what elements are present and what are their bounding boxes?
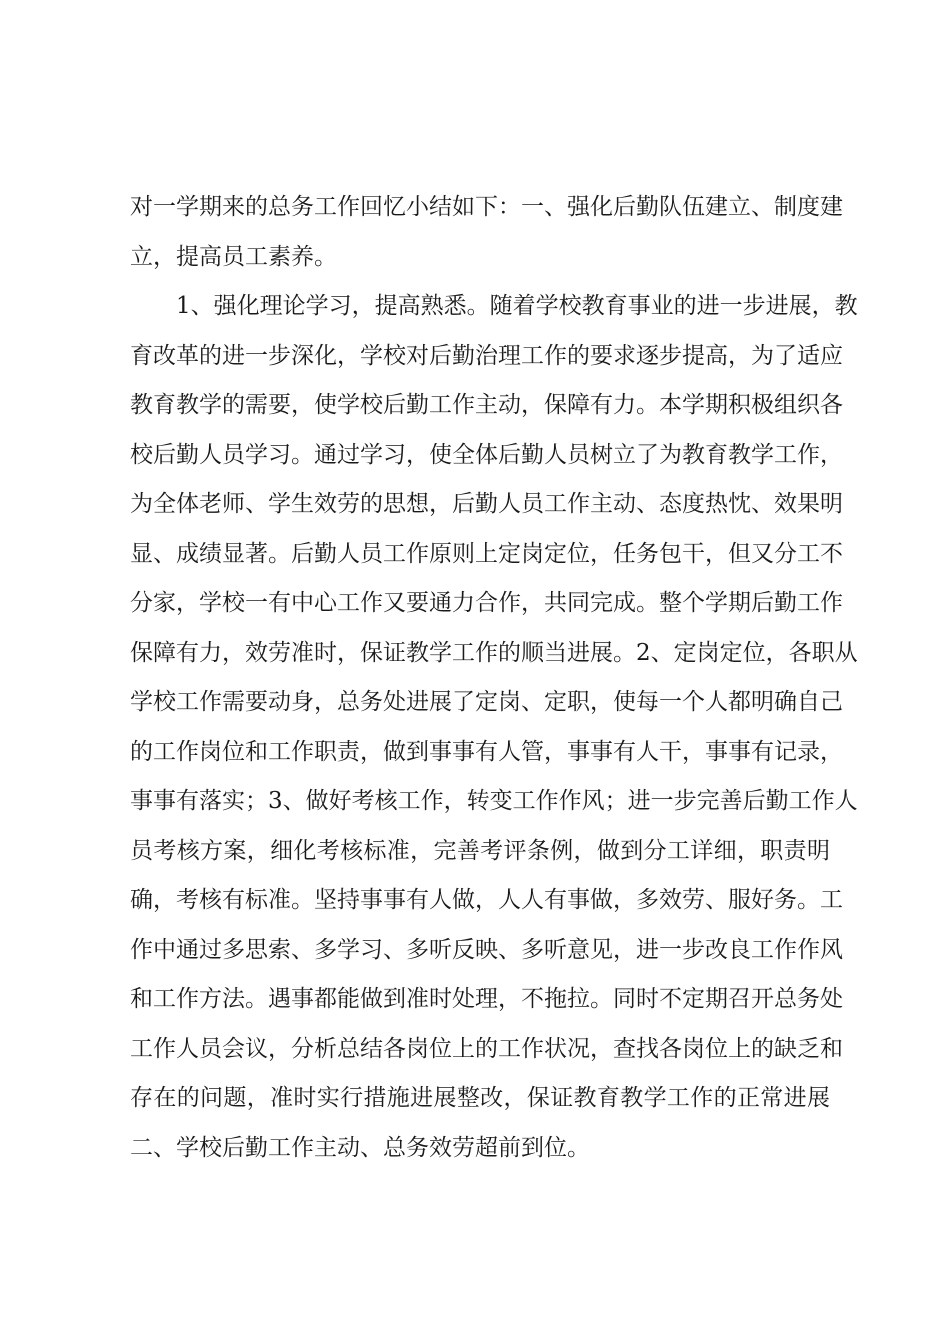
- text-line: 显、成绩显著。后勤人员工作原则上定岗定位，任务包干，但又分工不: [130, 540, 843, 567]
- text-line: 对一学期来的总务工作回忆小结如下：一、强化后勤队伍建立、制度建: [130, 194, 843, 220]
- body-text: [130, 183, 858, 1173]
- text-line: 和工作方法。遇事都能做到准时处理，不拖拉。同时不定期召开总务处: [130, 986, 843, 1012]
- text-line: 二、学校后勤工作主动、总务效劳超前到位。: [130, 1134, 590, 1161]
- text-line: 1、强化理论学习，提高熟悉。随着学校教育事业的进一步进展，教: [176, 293, 858, 319]
- text-line: 存在的问题，准时实行措施进展整改，保证教育教学工作的正常进展: [130, 1085, 830, 1111]
- text-line: 员考核方案，细化考核标准，完善考评条例，做到分工详细，职责明: [130, 837, 830, 864]
- text-line: 校后勤人员学习。通过学习，使全体后勤人员树立了为教育教学工作，: [130, 441, 843, 468]
- text-line: 作中通过多思索、多学习、多听反映、多听意见，进一步改良工作作风: [130, 936, 843, 963]
- text-line: 育改革的进一步深化，学校对后勤治理工作的要求逐步提高，为了适应: [130, 342, 843, 369]
- text-line: 保障有力，效劳准时，保证教学工作的顺当进展。2、定岗定位，各职从: [130, 639, 858, 666]
- text-line: 立，提高员工素养。: [130, 243, 337, 270]
- text-line: 工作人员会议，分析总结各岗位上的工作状况，查找各岗位上的缺乏和: [130, 1035, 843, 1062]
- text-line: 为全体老师、学生效劳的思想，后勤人员工作主动、态度热忱、效果明: [130, 491, 843, 517]
- text-line: 事事有落实；3、做好考核工作，转变工作作风；进一步完善后勤工作人: [130, 788, 858, 814]
- text-line: 学校工作需要动身，总务处进展了定岗、定职，使每一个人都明确自己: [130, 689, 843, 715]
- text-line: 确，考核有标准。坚持事事有人做，人人有事做，多效劳、服好务。工: [130, 887, 843, 913]
- text-line: 分家，学校一有中心工作又要通力合作，共同完成。整个学期后勤工作: [130, 590, 843, 616]
- text-line: 教育教学的需要，使学校后勤工作主动，保障有力。本学期积极组织各: [130, 392, 843, 418]
- text-line: 的工作岗位和工作职责，做到事事有人管，事事有人干，事事有记录，: [130, 738, 843, 765]
